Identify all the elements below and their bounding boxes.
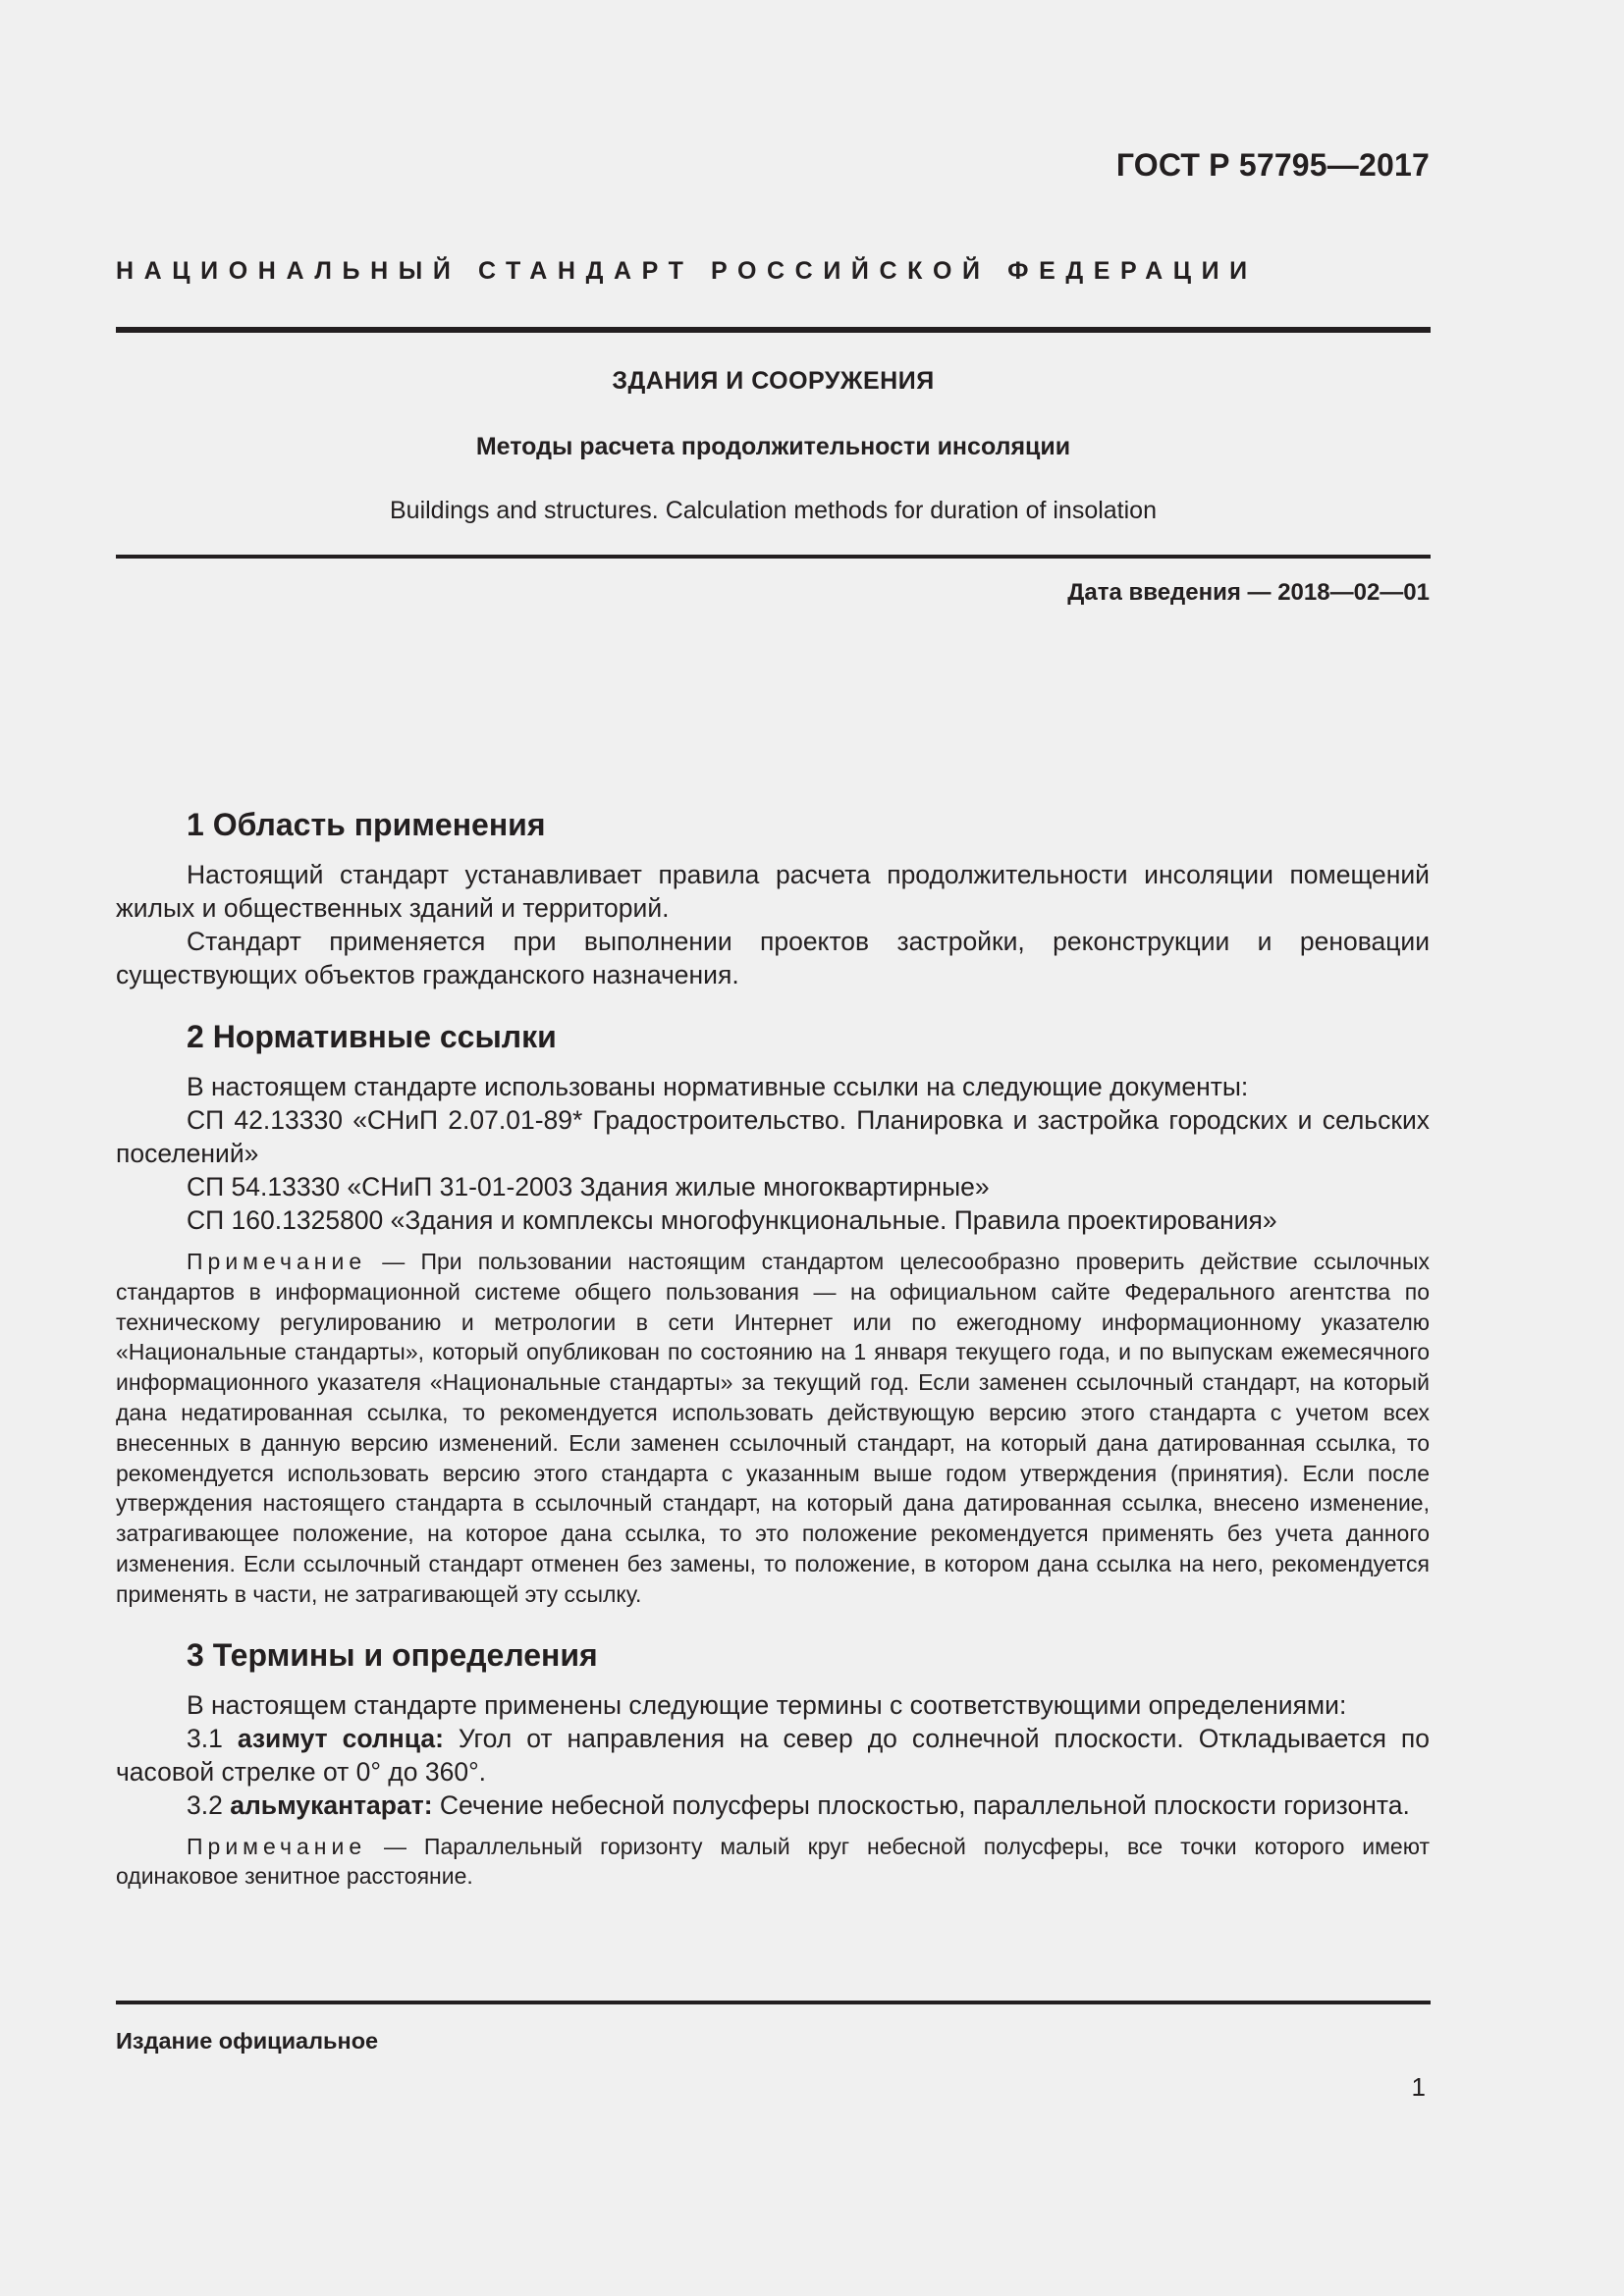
section-2-note	[116, 1247, 1430, 1610]
term-definition	[116, 1722, 1430, 1789]
section-2-heading: 2 Нормативные ссылки	[187, 1019, 557, 1054]
title-rule	[116, 555, 1431, 559]
section-3-intro: В настоящем стандарте применены следующие термины с соответствующими определениями:	[187, 1689, 1347, 1720]
page-number: 1	[1411, 2072, 1426, 2102]
section-1-paragraph: Стандарт применяется при выполнении проектов застройки, реконструкции и реновации существующих объектов гражданского назначения.	[116, 927, 1430, 989]
document-title: ЗДАНИЯ И СООРУЖЕНИЯ	[612, 367, 935, 395]
term-text: Угол от направления на север до солнечной плоскости. Откладывается по часовой стрелке от 0° до 360°.	[116, 1723, 1430, 1787]
normative-reference: СП 42.13330 «СНиП 2.07.01-89* Градостроительство. Планировка и застройка городских и сельских поселений»	[116, 1105, 1430, 1168]
introduction-date: Дата введения — 2018—02—01	[1067, 579, 1430, 606]
english-title: Buildings and structures. Calculation methods for duration of insolation	[390, 497, 1157, 524]
note-text: — Параллельный горизонту малый круг небесной полусферы, все точки которого имеют одинаковое зенитное расстояние.	[116, 1833, 1430, 1890]
term-number: 3.1	[187, 1723, 223, 1753]
document-number: ГОСТ Р 57795—2017	[1115, 147, 1430, 183]
note-label: Примечание	[187, 1249, 367, 1274]
term-number: 3.2	[187, 1789, 223, 1820]
national-standard-banner: НАЦИОНАЛЬНЫЙ СТАНДАРТ РОССИЙСКОЙ ФЕДЕРАЦИИ	[116, 257, 1258, 285]
section-1-heading: 1 Область применения	[187, 807, 546, 842]
document-subtitle: Методы расчета продолжительности инсоляции	[475, 433, 1071, 460]
normative-reference: СП 160.1325800 «Здания и комплексы многофункциональные. Правила проектирования»	[187, 1205, 1277, 1235]
term-name: альмукантарат:	[230, 1789, 433, 1820]
section-3-heading: 3 Термины и определения	[187, 1636, 598, 1673]
top-rule	[116, 327, 1431, 333]
term-text: Сечение небесной полусферы плоскостью, параллельной плоскости горизонта.	[439, 1789, 1410, 1820]
note-label: Примечание	[187, 1833, 367, 1859]
term-name: азимут солнца:	[237, 1723, 444, 1753]
document-body	[116, 805, 1430, 1892]
section-1-paragraph: Настоящий стандарт устанавливает правила расчета продолжительности инсоляции помещений жилых и общественных зданий и территорий.	[116, 860, 1430, 923]
section-2-intro: В настоящем стандарте использованы нормативные ссылки на следующие документы:	[187, 1072, 1249, 1101]
official-edition-label: Издание официальное	[116, 2028, 379, 2054]
footer-rule	[116, 2001, 1431, 2004]
term-definition	[116, 1789, 1430, 1822]
normative-reference: СП 54.13330 «СНиП 31-01-2003 Здания жилые многоквартирные»	[187, 1172, 990, 1201]
section-3-note	[116, 1832, 1430, 1893]
note-text: — При пользовании настоящим стандартом целесообразно проверить действие ссылочных стандартов в информационной системе общего пользования — на официальном сайте Федерального агентства по техническому регулированию и метрологии в сети Интернет или по ежегодному информационному указателю «Национальные стандарты», который опубликован по состоянию на 1 января текущего года, и по выпускам ежемесячного информационного указателя «Национальные стандарты» за текущий год. Если заменен ссылочный стандарт, на который дана недатированная ссылка, то рекомендуется использовать действующую версию этого стандарта с учетом всех внесенных в данную версию изменений. Если заменен ссылочный стандарт, на который дана датированная ссылка, то рекомендуется использовать версию этого стандарта с указанным выше годом утверждения (принятия). Если после утверждения настоящего стандарта в ссылочный стандарт, на который дана датированная ссылка, внесено изменение, затрагивающее положение, на которое дана ссылка, то это положение рекомендуется применять без учета данного изменения. Если ссылочный стандарт отменен без замены, то положение, в котором дана ссылка на него, рекомендуется применять в части, не затрагивающей эту ссылку.	[116, 1249, 1430, 1607]
